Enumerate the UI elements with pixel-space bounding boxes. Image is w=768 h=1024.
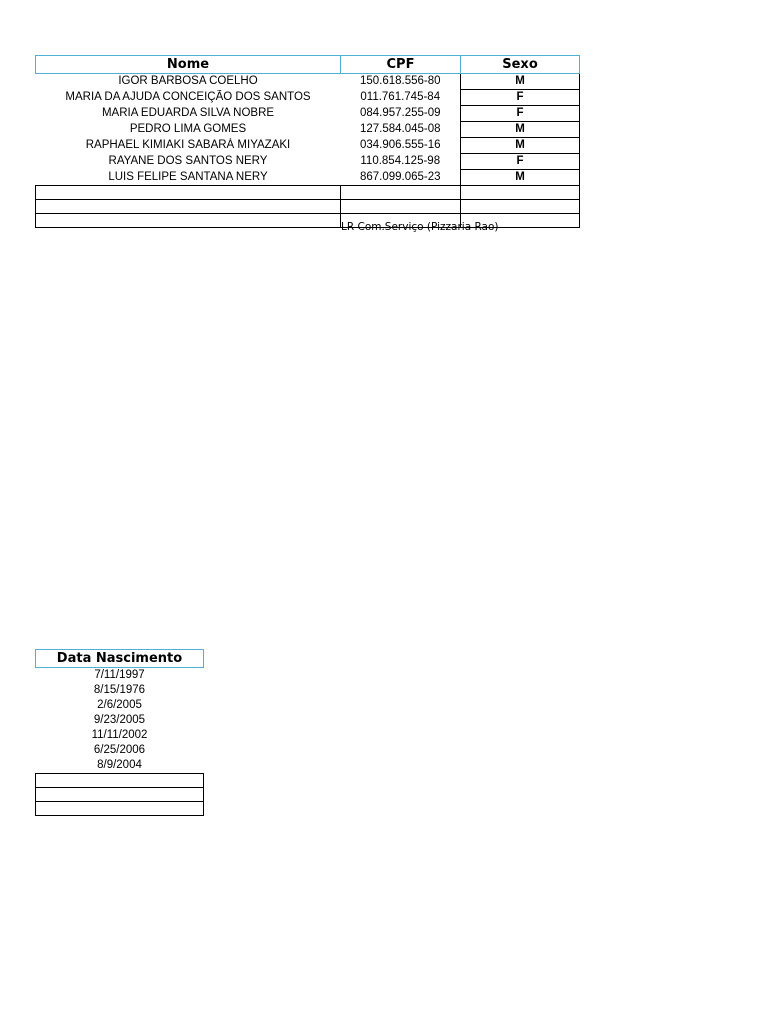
cell-birth-date[interactable]: 8/9/2004 xyxy=(97,759,142,771)
people-table xyxy=(35,55,580,228)
cell-birth-date[interactable]: 9/23/2005 xyxy=(93,714,146,726)
empty-cell[interactable] xyxy=(36,200,341,214)
empty-cell[interactable] xyxy=(341,186,461,200)
empty-cell[interactable] xyxy=(341,200,461,214)
cell-birth-date[interactable]: 6/25/2006 xyxy=(93,744,146,756)
empty-row xyxy=(36,788,204,802)
cell-nome[interactable]: RAYANE DOS SANTOS NERY xyxy=(108,155,268,167)
cell-sexo[interactable]: F xyxy=(461,90,580,106)
cell-sexo[interactable]: M xyxy=(461,170,580,186)
empty-cell[interactable] xyxy=(36,774,204,788)
cell-sexo[interactable]: F xyxy=(461,106,580,122)
table-row xyxy=(36,758,204,774)
empty-row xyxy=(36,186,580,200)
people-table-header-row xyxy=(36,56,580,74)
table-row xyxy=(36,728,204,743)
header-nome[interactable]: Nome xyxy=(36,56,341,74)
cell-cpf[interactable]: 034.906.555-16 xyxy=(359,139,441,151)
empty-row xyxy=(36,200,580,214)
table-row xyxy=(36,154,580,170)
cell-sexo[interactable]: M xyxy=(461,122,580,138)
cell-sexo[interactable]: M xyxy=(461,138,580,154)
table-row xyxy=(36,713,204,728)
cell-nome[interactable]: MARIA DA AJUDA CONCEIÇÃO DOS SANTOS xyxy=(65,91,311,103)
birth-table-header-row xyxy=(36,650,204,668)
cell-nome[interactable]: IGOR BARBOSA COELHO xyxy=(118,75,258,88)
empty-cell[interactable] xyxy=(36,186,341,200)
table-row xyxy=(36,170,580,186)
table-row xyxy=(36,743,204,758)
empty-cell[interactable] xyxy=(461,200,580,214)
cell-nome[interactable]: RAPHAEL KIMIAKI SABARÁ MIYAZAKI xyxy=(85,139,291,151)
table-row xyxy=(36,683,204,698)
cell-birth-date[interactable]: 11/11/2002 xyxy=(91,729,148,741)
empty-row xyxy=(36,774,204,788)
cell-birth-date[interactable]: 7/11/1997 xyxy=(94,669,145,681)
cell-nome[interactable]: PEDRO LIMA GOMES xyxy=(129,123,247,135)
table-row xyxy=(36,138,580,154)
cell-nome[interactable]: MARIA EDUARDA SILVA NOBRE xyxy=(101,107,275,119)
header-data-nascimento[interactable]: Data Nascimento xyxy=(36,650,204,668)
cell-cpf[interactable]: 867.099.065-23 xyxy=(359,170,441,183)
birth-date-table xyxy=(35,649,204,816)
cell-nome[interactable]: LUIS FELIPE SANTANA NERY xyxy=(108,170,268,183)
table-row xyxy=(36,668,204,684)
header-sexo[interactable]: Sexo xyxy=(461,56,580,74)
empty-row xyxy=(36,802,204,816)
empty-cell[interactable] xyxy=(36,802,204,816)
table-row xyxy=(36,122,580,138)
cell-sexo[interactable]: M xyxy=(461,74,580,90)
cell-birth-date[interactable]: 8/15/1976 xyxy=(93,684,146,696)
header-cpf[interactable]: CPF xyxy=(341,56,461,74)
empty-cell[interactable] xyxy=(461,186,580,200)
cell-cpf[interactable]: 127.584.045-08 xyxy=(359,123,441,135)
table-row xyxy=(36,698,204,713)
cell-sexo[interactable]: F xyxy=(461,154,580,170)
cell-birth-date[interactable]: 2/6/2005 xyxy=(97,699,142,711)
table-row xyxy=(36,90,580,106)
table-row xyxy=(36,74,580,90)
empty-cell[interactable] xyxy=(36,788,204,802)
table-row xyxy=(36,106,580,122)
cell-cpf[interactable]: 084.957.255-09 xyxy=(359,107,441,119)
cell-cpf[interactable]: 150.618.556-80 xyxy=(359,75,441,88)
cell-cpf[interactable]: 011.761.745-84 xyxy=(360,91,441,103)
cell-cpf[interactable]: 110.854.125-98 xyxy=(360,155,441,167)
company-note: LR Com.Serviço (Pizzaria Rao) xyxy=(341,221,499,233)
empty-cell[interactable] xyxy=(36,214,341,228)
